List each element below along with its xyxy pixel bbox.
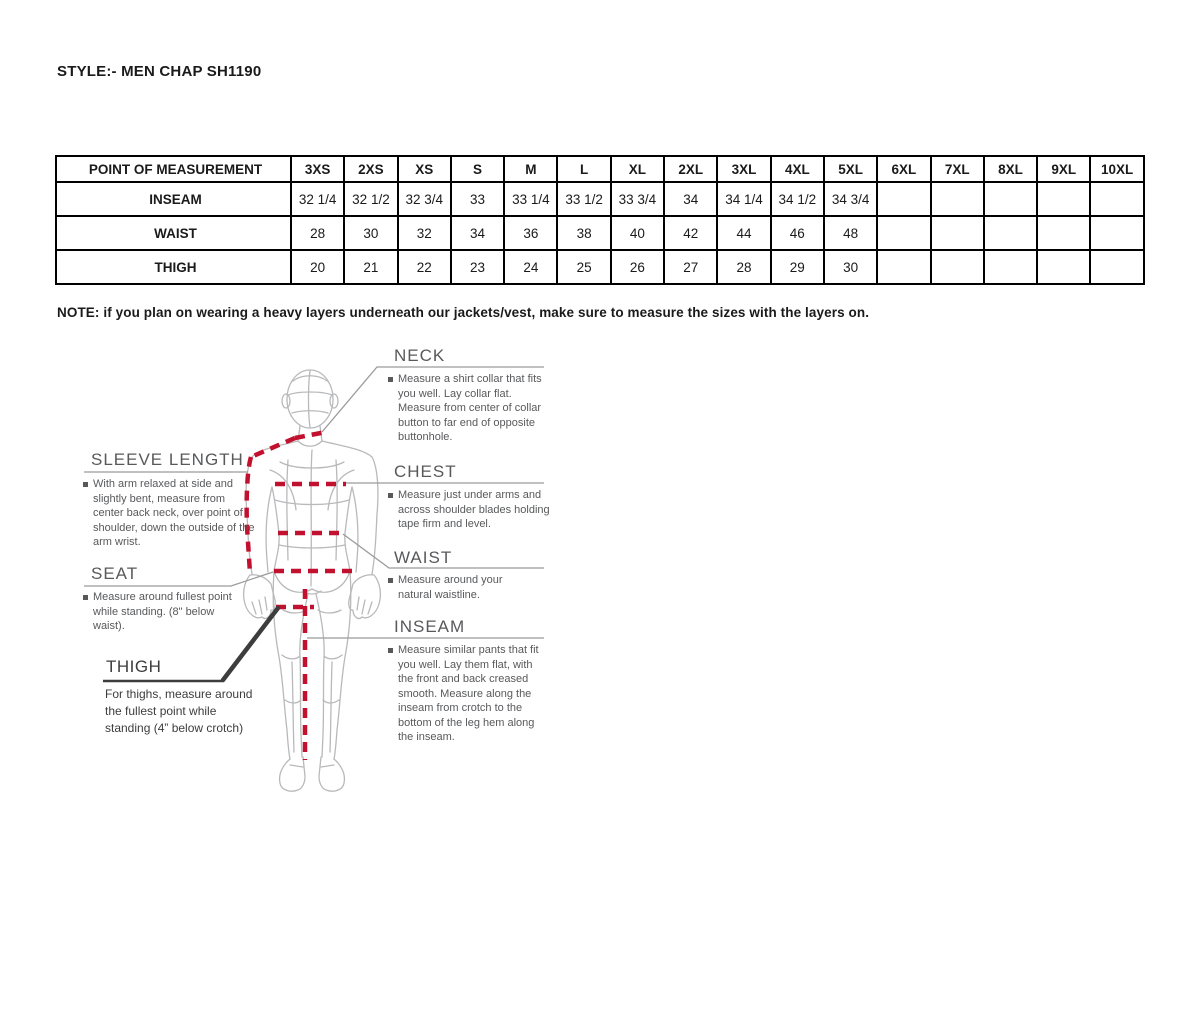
- size-cell: 32 1/2: [344, 182, 397, 216]
- size-cell: 32 3/4: [398, 182, 451, 216]
- neck-description: [388, 372, 548, 445]
- column-header-size: 10XL: [1090, 156, 1143, 182]
- thigh-heading: THIGH: [106, 657, 162, 676]
- column-header-size: S: [451, 156, 504, 182]
- bullet-marker: [83, 482, 88, 487]
- size-cell: 24: [504, 250, 557, 284]
- bullet-marker: [388, 578, 393, 583]
- size-cell: 32: [398, 216, 451, 250]
- sleeve-length-description-text: With arm relaxed at side and slightly bent, measure from center back neck, over point of shoulder, down the outside of the arm wrist.: [93, 478, 255, 548]
- column-header-size: L: [557, 156, 610, 182]
- size-cell: 48: [824, 216, 877, 250]
- waist-description-text: Measure around your natural waistline.: [398, 574, 503, 601]
- neck-description-text: Measure a shirt collar that fits you well. Lay collar flat. Measure from center of collar button to far end of opposite buttonhole.: [398, 373, 542, 443]
- size-cell: 33 1/4: [504, 182, 557, 216]
- column-header-pom: POINT OF MEASUREMENT: [56, 156, 291, 182]
- bullet-marker: [388, 377, 393, 382]
- column-header-size: M: [504, 156, 557, 182]
- size-cell: 33 1/2: [557, 182, 610, 216]
- seat-description: [83, 590, 238, 634]
- size-cell: 21: [344, 250, 397, 284]
- thigh-description-text: For thighs, measure around the fullest point while standing (4” below crotch): [105, 687, 253, 735]
- column-header-size: 7XL: [931, 156, 984, 182]
- size-cell: 44: [717, 216, 770, 250]
- size-cell: 34: [664, 182, 717, 216]
- column-header-size: 4XL: [771, 156, 824, 182]
- column-header-size: XL: [611, 156, 664, 182]
- neck-heading: NECK: [394, 346, 446, 365]
- size-cell: 42: [664, 216, 717, 250]
- size-cell: 34 1/4: [717, 182, 770, 216]
- inseam-description-text: Measure similar pants that fit you well. Lay them flat, with the front and back creased smooth. Measure along the inseam from crotch to the bottom of the leg hem along the inseam.: [398, 644, 539, 743]
- size-cell: 34 3/4: [824, 182, 877, 216]
- size-cell: 22: [398, 250, 451, 284]
- column-header-size: 3XL: [717, 156, 770, 182]
- bullet-marker: [388, 648, 393, 653]
- size-cell: 34: [451, 216, 504, 250]
- page-title: STYLE:- MEN CHAP SH1190: [57, 63, 262, 80]
- size-cell: 25: [557, 250, 610, 284]
- column-header-size: 2XL: [664, 156, 717, 182]
- size-cell: 29: [771, 250, 824, 284]
- size-cell: 20: [291, 250, 344, 284]
- note-text: NOTE: if you plan on wearing a heavy layers underneath our jackets/vest, make sure to measure the sizes with the layers on.: [57, 305, 870, 320]
- size-cell: 26: [611, 250, 664, 284]
- sleeve-length-description: [83, 477, 255, 550]
- waist-heading: WAIST: [394, 548, 453, 567]
- waist-description: [388, 573, 538, 602]
- size-cell: 30: [344, 216, 397, 250]
- chest-heading: CHEST: [394, 462, 457, 481]
- size-cell: 28: [717, 250, 770, 284]
- chest-description: [388, 488, 550, 532]
- column-header-size: 8XL: [984, 156, 1037, 182]
- size-cell: 32 1/4: [291, 182, 344, 216]
- row-label: WAIST: [56, 216, 291, 250]
- size-cell: 28: [291, 216, 344, 250]
- inseam-heading: INSEAM: [394, 617, 466, 636]
- size-cell: 40: [611, 216, 664, 250]
- size-cell: 38: [557, 216, 610, 250]
- measure-line-shoulder: [251, 438, 295, 457]
- column-header-size: 3XS: [291, 156, 344, 182]
- sleeve-length-heading: SLEEVE LENGTH: [91, 450, 244, 469]
- inseam-description: [388, 643, 550, 745]
- chest-description-text: Measure just under arms and across shoulder blades holding tape firm and level.: [398, 489, 550, 530]
- size-cell: 23: [451, 250, 504, 284]
- bullet-marker: [83, 595, 88, 600]
- size-cell: 34 1/2: [771, 182, 824, 216]
- column-header-size: 6XL: [877, 156, 930, 182]
- seat-heading: SEAT: [91, 564, 139, 583]
- size-cell: 46: [771, 216, 824, 250]
- size-cell: 33: [451, 182, 504, 216]
- column-header-size: 2XS: [344, 156, 397, 182]
- row-label: INSEAM: [56, 182, 291, 216]
- seat-description-text: Measure around fullest point while standing. (8" below waist).: [93, 591, 232, 632]
- column-header-size: 9XL: [1037, 156, 1090, 182]
- size-cell: 33 3/4: [611, 182, 664, 216]
- column-header-size: XS: [398, 156, 451, 182]
- thigh-description: [105, 686, 263, 737]
- size-cell: 30: [824, 250, 877, 284]
- size-cell: 36: [504, 216, 557, 250]
- size-cell: 27: [664, 250, 717, 284]
- row-label: THIGH: [56, 250, 291, 284]
- column-header-size: 5XL: [824, 156, 877, 182]
- bullet-marker: [388, 493, 393, 498]
